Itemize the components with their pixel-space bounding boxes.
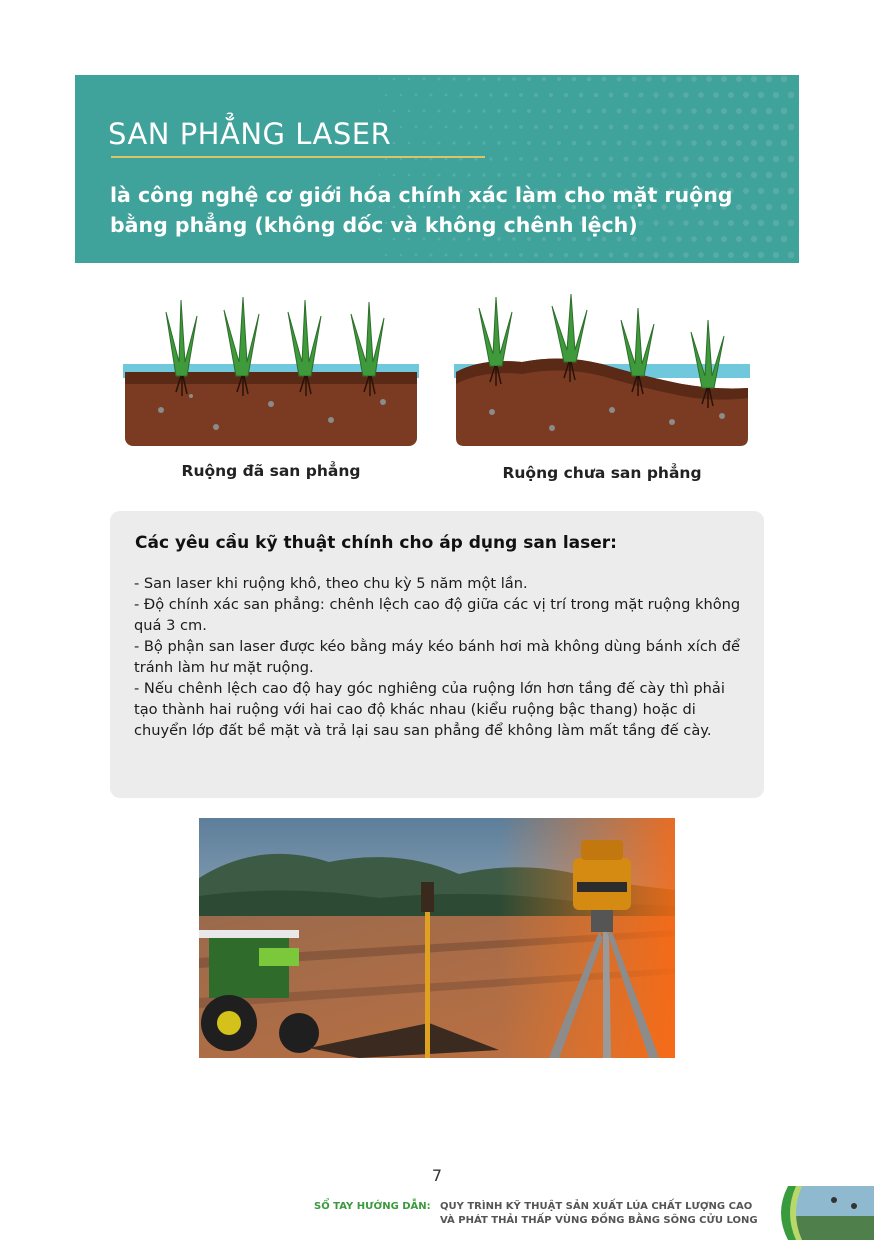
requirement-item: - Bộ phận san laser được kéo bằng máy kéo bánh hơi mà không dùng bánh xích để tránh làm hư mặt ruộng. (134, 638, 740, 676)
dot (415, 254, 418, 257)
dot (758, 92, 764, 98)
dot (706, 108, 712, 114)
dot (781, 140, 788, 147)
banner-subtitle: là công nghệ cơ giới hóa chính xác làm cho mặt ruộng bằng phẳng (không dốc và không chênh lệch) (110, 183, 733, 237)
dot (512, 141, 516, 145)
dot (676, 140, 682, 146)
dot (512, 109, 516, 113)
dot (579, 253, 583, 257)
dot (393, 78, 396, 81)
dot (758, 124, 764, 130)
dot (557, 109, 561, 113)
dot (653, 156, 658, 161)
requirement-item: - Nếu chênh lệch cao độ hay góc nghiêng của ruộng lớn hơn tầng đế cày thì phải tạo thành hai ruộng với hai cao độ khác nhau (kiểu ruộng bậc thang) hoặc di chuyển lớp đất bề mặt và trả lại sau san phẳng để không làm mất tầng đế cày. (134, 680, 725, 739)
dot (542, 77, 546, 81)
dot (444, 125, 447, 128)
dot (415, 94, 418, 97)
dot (638, 92, 643, 97)
dot (587, 109, 592, 114)
dot (467, 141, 470, 144)
dot (683, 124, 689, 130)
dot (624, 157, 629, 162)
dot (788, 124, 795, 131)
dot (668, 92, 673, 97)
dot (549, 157, 553, 161)
dot (751, 140, 757, 146)
dot (579, 125, 583, 129)
dot (691, 172, 697, 178)
dot (638, 252, 643, 257)
dot (430, 254, 433, 257)
dot (542, 109, 546, 113)
dot (721, 76, 727, 82)
dot (542, 141, 546, 145)
dot (423, 78, 426, 81)
requirement-item: - Độ chính xác san phẳng: chênh lệch cao độ giữa các vị trí trong mặt ruộng không quá 3 cm. (134, 596, 741, 634)
dot (728, 156, 734, 162)
dot (706, 172, 712, 178)
dot (534, 125, 538, 129)
dot (609, 253, 614, 258)
dot (758, 252, 764, 258)
dot (602, 109, 607, 114)
dot (646, 76, 651, 81)
dot (788, 156, 795, 163)
dot (713, 252, 719, 258)
dot (489, 93, 493, 97)
dot (393, 110, 396, 113)
dot (587, 141, 592, 146)
dot (609, 157, 614, 162)
dot (743, 156, 749, 162)
dot (736, 76, 742, 82)
dot (617, 173, 622, 178)
dot (617, 141, 622, 146)
dot (781, 76, 788, 83)
dot (631, 76, 636, 81)
dot (459, 93, 462, 96)
dot (452, 77, 455, 80)
dot (751, 172, 757, 178)
dot (661, 140, 666, 145)
dot (691, 140, 697, 146)
dot (743, 92, 749, 98)
dot (698, 156, 704, 162)
dot (489, 157, 493, 161)
dot (385, 254, 387, 256)
dot (691, 108, 697, 114)
dot (751, 108, 757, 114)
dot (773, 252, 779, 258)
dot (459, 253, 462, 256)
dot (408, 110, 411, 113)
footer-title-line-1: QUY TRÌNH KỸ THUẬT SẢN XUẤT LÚA CHẤT LƯỢNG CAO (440, 1201, 753, 1212)
dot (444, 93, 447, 96)
dot (430, 126, 433, 129)
dot (415, 158, 418, 161)
unleveled-field-caption: Ruộng chưa san phẳng (502, 464, 702, 482)
dot (676, 172, 682, 178)
dot (467, 77, 470, 80)
dot (773, 92, 779, 98)
dot (504, 157, 508, 161)
dot (527, 109, 531, 113)
dot (519, 253, 523, 257)
leveled-field-caption: Ruộng đã san phẳng (181, 462, 361, 480)
dot (437, 173, 440, 176)
dot (758, 156, 764, 162)
dot (534, 93, 538, 97)
dot (452, 173, 455, 176)
footer-title (440, 1200, 780, 1228)
banner-title: SAN PHẲNG LASER (108, 117, 392, 151)
dot (713, 124, 719, 130)
dot (504, 125, 508, 129)
dot (572, 173, 576, 177)
dot (751, 76, 757, 82)
dot (564, 253, 568, 257)
dot (564, 157, 568, 161)
dot (638, 156, 643, 161)
dot (766, 172, 772, 178)
dot (512, 173, 516, 177)
dot (743, 252, 749, 258)
dot (736, 172, 742, 178)
dot (452, 109, 455, 112)
footer-photo-badge (774, 1186, 874, 1240)
dot (781, 172, 788, 179)
dot (631, 140, 636, 145)
dot (788, 92, 795, 99)
dot (728, 252, 734, 258)
dot (497, 109, 501, 113)
dot (400, 158, 403, 161)
dot (653, 252, 658, 257)
dot (549, 253, 553, 257)
dot (474, 253, 477, 256)
dot (594, 125, 599, 130)
dot (713, 156, 719, 162)
dot (602, 77, 607, 82)
dot (408, 142, 411, 145)
dot (631, 108, 636, 113)
dot (721, 108, 727, 114)
dot (572, 109, 576, 113)
dot (721, 140, 727, 146)
dot (781, 108, 788, 115)
dot (609, 93, 614, 98)
dot (452, 141, 455, 144)
dot (489, 125, 493, 129)
dot (379, 174, 380, 176)
dot (534, 253, 538, 257)
dot (683, 92, 689, 98)
dot (564, 93, 568, 97)
dot (646, 108, 651, 113)
header-banner (75, 75, 799, 263)
dot (437, 109, 440, 112)
dot (713, 92, 719, 98)
dot (668, 124, 673, 129)
dot (474, 125, 477, 128)
dot (728, 124, 734, 130)
dot (564, 125, 568, 129)
unleveled-field-illustration (452, 292, 752, 452)
footer-title-line-2: VÀ PHÁT THẢI THẤP VÙNG ĐỒNG BẰNG SÔNG CỬU LONG (440, 1215, 758, 1226)
dot (624, 253, 629, 258)
dot (668, 252, 673, 257)
dot (594, 157, 599, 162)
dot (497, 173, 501, 177)
requirements-title: Các yêu cầu kỹ thuật chính cho áp dụng san laser: (135, 533, 617, 553)
page-number: 7 (431, 1166, 443, 1185)
dot (572, 141, 576, 145)
dot (617, 77, 622, 82)
dot (474, 93, 477, 96)
dot (766, 108, 772, 114)
requirements-list (134, 573, 746, 741)
dot (743, 124, 749, 130)
dot (698, 92, 704, 98)
dot (766, 140, 772, 146)
requirements-panel (110, 511, 764, 798)
dot (661, 76, 666, 81)
dot (482, 109, 486, 113)
dot (482, 141, 486, 145)
dot (408, 78, 411, 81)
dot (527, 173, 531, 177)
dot (423, 110, 426, 113)
dot (773, 156, 779, 162)
dot (602, 141, 607, 146)
dot (393, 142, 396, 145)
dot (594, 253, 599, 258)
dot (728, 92, 734, 98)
leveled-field-illustration (121, 292, 421, 452)
dot (631, 172, 636, 177)
dot (400, 126, 403, 129)
dot (683, 156, 689, 162)
dot (385, 94, 387, 96)
dot (444, 253, 447, 256)
dot (617, 109, 622, 114)
dot (773, 124, 779, 130)
dot (549, 125, 553, 129)
dot (579, 157, 583, 161)
dot (400, 254, 403, 257)
dot (519, 93, 523, 97)
dot (602, 173, 607, 178)
dot (653, 92, 658, 97)
dot (557, 77, 561, 81)
dot (646, 172, 651, 177)
dot (676, 108, 682, 114)
dot (624, 93, 629, 98)
dot (459, 125, 462, 128)
title-underline (111, 156, 485, 158)
dot (653, 124, 658, 129)
dot (766, 76, 772, 82)
dot (408, 174, 411, 177)
dot (549, 93, 553, 97)
dot (594, 93, 599, 98)
dot (519, 125, 523, 129)
dot (497, 77, 501, 81)
dot (691, 76, 697, 82)
dot (437, 77, 440, 80)
dot (504, 253, 508, 257)
dot (467, 173, 470, 176)
requirement-item: - San laser khi ruộng khô, theo chu kỳ 5 năm một lần. (134, 575, 528, 592)
dot (437, 141, 440, 144)
dot (415, 126, 418, 129)
dot (430, 94, 433, 97)
dot (638, 124, 643, 129)
dot (482, 77, 486, 81)
dot (721, 172, 727, 178)
dot (542, 173, 546, 177)
dot (385, 158, 387, 160)
dot (706, 76, 712, 82)
dot (557, 173, 561, 177)
dot (489, 253, 493, 257)
dot (504, 93, 508, 97)
dot (482, 173, 486, 177)
dot (736, 108, 742, 114)
dot (519, 157, 523, 161)
dot (676, 76, 682, 82)
dot (587, 77, 592, 82)
dot (467, 109, 470, 112)
dot (661, 108, 666, 113)
footer-label: SỔ TAY HƯỚNG DẪN: (314, 1201, 431, 1212)
dot (379, 78, 380, 80)
dot (624, 125, 629, 130)
dot (423, 174, 426, 177)
dot (668, 156, 673, 161)
dot (393, 174, 396, 177)
laser-leveling-photo (199, 818, 675, 1058)
dot (579, 93, 583, 97)
dot (706, 140, 712, 146)
dot (527, 141, 531, 145)
dot (646, 140, 651, 145)
dot (557, 141, 561, 145)
dot (512, 77, 516, 81)
dot (423, 142, 426, 145)
dot (661, 172, 666, 177)
dot (609, 125, 614, 130)
dot (587, 173, 592, 178)
dot (698, 124, 704, 130)
dot (683, 252, 689, 258)
dot (572, 77, 576, 81)
dot (400, 94, 403, 97)
dot (788, 252, 795, 259)
dot (534, 157, 538, 161)
dot (379, 110, 380, 112)
dot (736, 140, 742, 146)
dot (698, 252, 704, 258)
dot (497, 141, 501, 145)
dot (527, 77, 531, 81)
